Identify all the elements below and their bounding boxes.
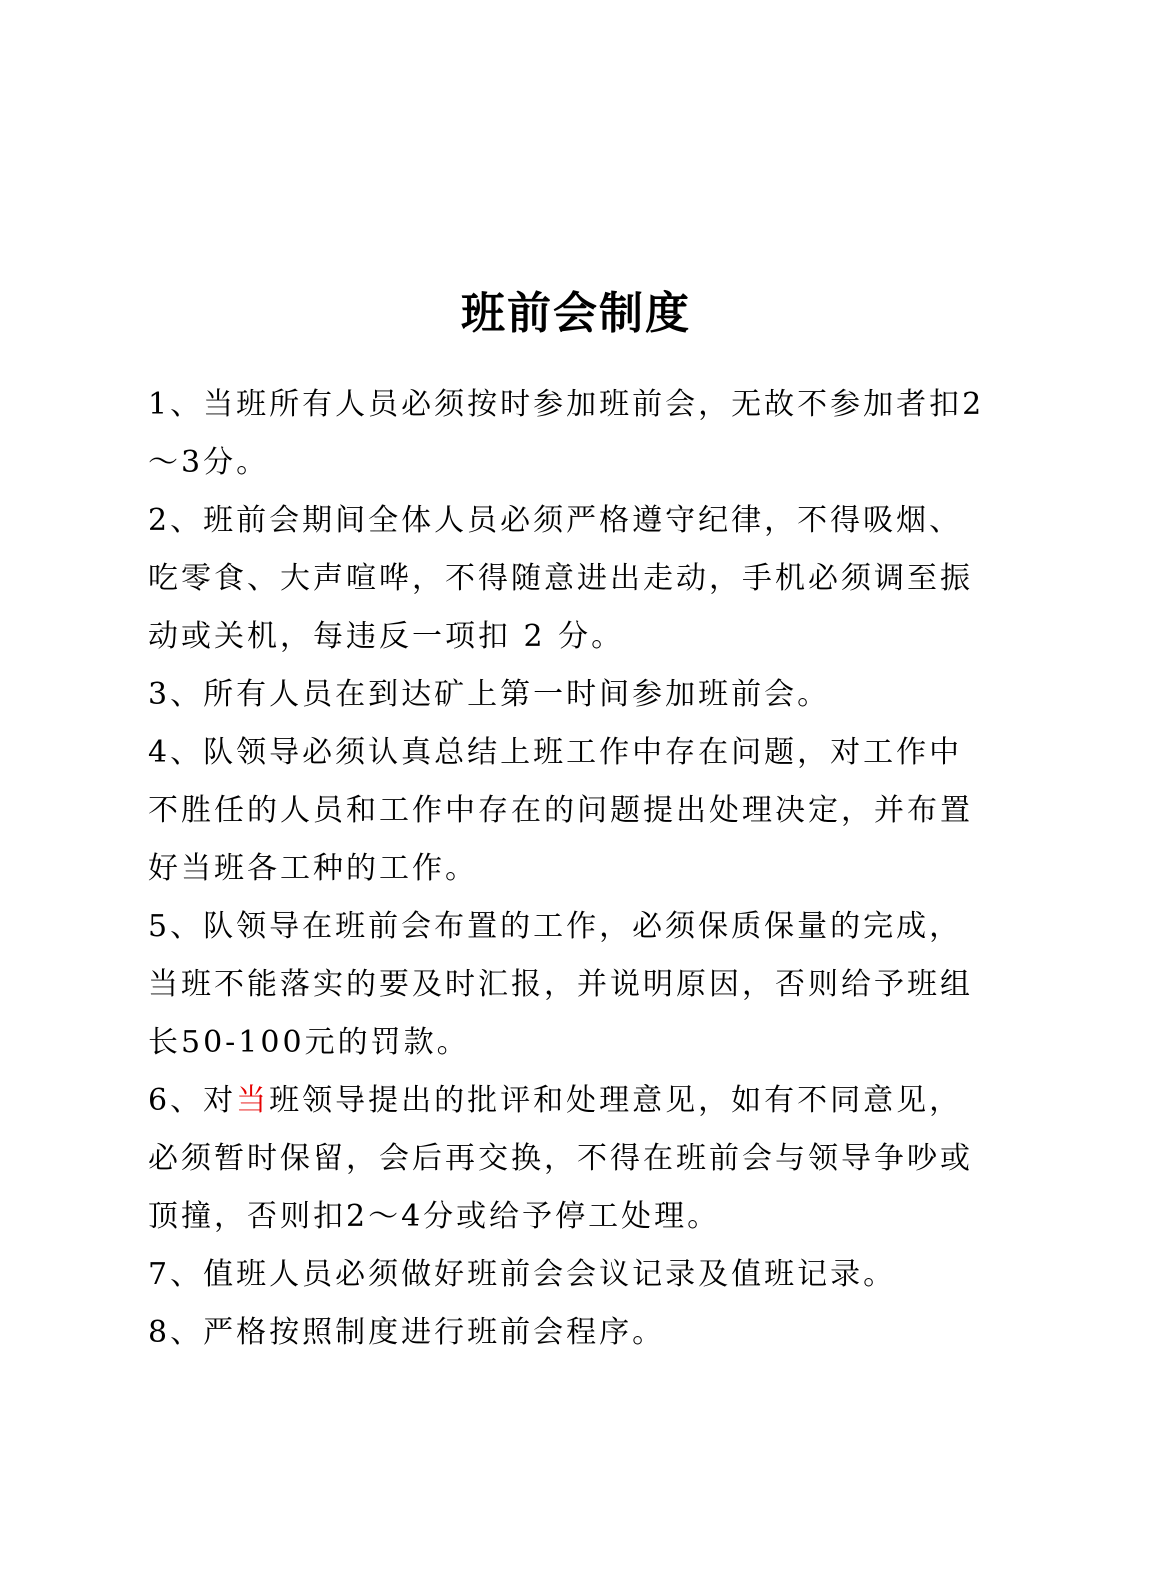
rule-item-2: 2、班前会期间全体人员必须严格遵守纪律，不得吸烟、吃零食、大声喧哗，不得随意进出走动，手机必须调至振动或关机，每违反一项扣 2 分。 xyxy=(148,503,973,654)
rule-item-4: 4、队领导必须认真总结上班工作中存在问题，对工作中不胜任的人员和工作中存在的问题提出处理决定，并布置好当班各工种的工作。 xyxy=(148,735,973,886)
rule-item-3: 3、所有人员在到达矿上第一时间参加班前会。 xyxy=(148,677,831,712)
rule-item-1: 1、当班所有人员必须按时参加班前会，无故不参加者扣2～3分。 xyxy=(148,387,985,480)
rule-item-5: 5、队领导在班前会布置的工作，必须保质保量的完成，当班不能落实的要及时汇报，并说明原因，否则给予班组长50-100元的罚款。 xyxy=(148,909,973,1060)
document-body xyxy=(148,376,988,1362)
rule-item-7: 7、值班人员必须做好班前会会议记录及值班记录。 xyxy=(148,1257,897,1292)
rule-item-6-highlight: 当 xyxy=(236,1083,270,1118)
rule-item-8: 8、严格按照制度进行班前会程序。 xyxy=(148,1315,666,1350)
rule-item-6-suffix: 班领导提出的批评和处理意见，如有不同意见，必须暂时保留，会后再交换，不得在班前会与领导争吵或顶撞，否则扣2～4分或给予停工处理。 xyxy=(148,1083,973,1234)
document-title: 班前会制度 xyxy=(461,288,691,339)
rule-item-6-prefix: 6、对 xyxy=(148,1083,237,1118)
rule-item-6 xyxy=(148,1072,988,1246)
